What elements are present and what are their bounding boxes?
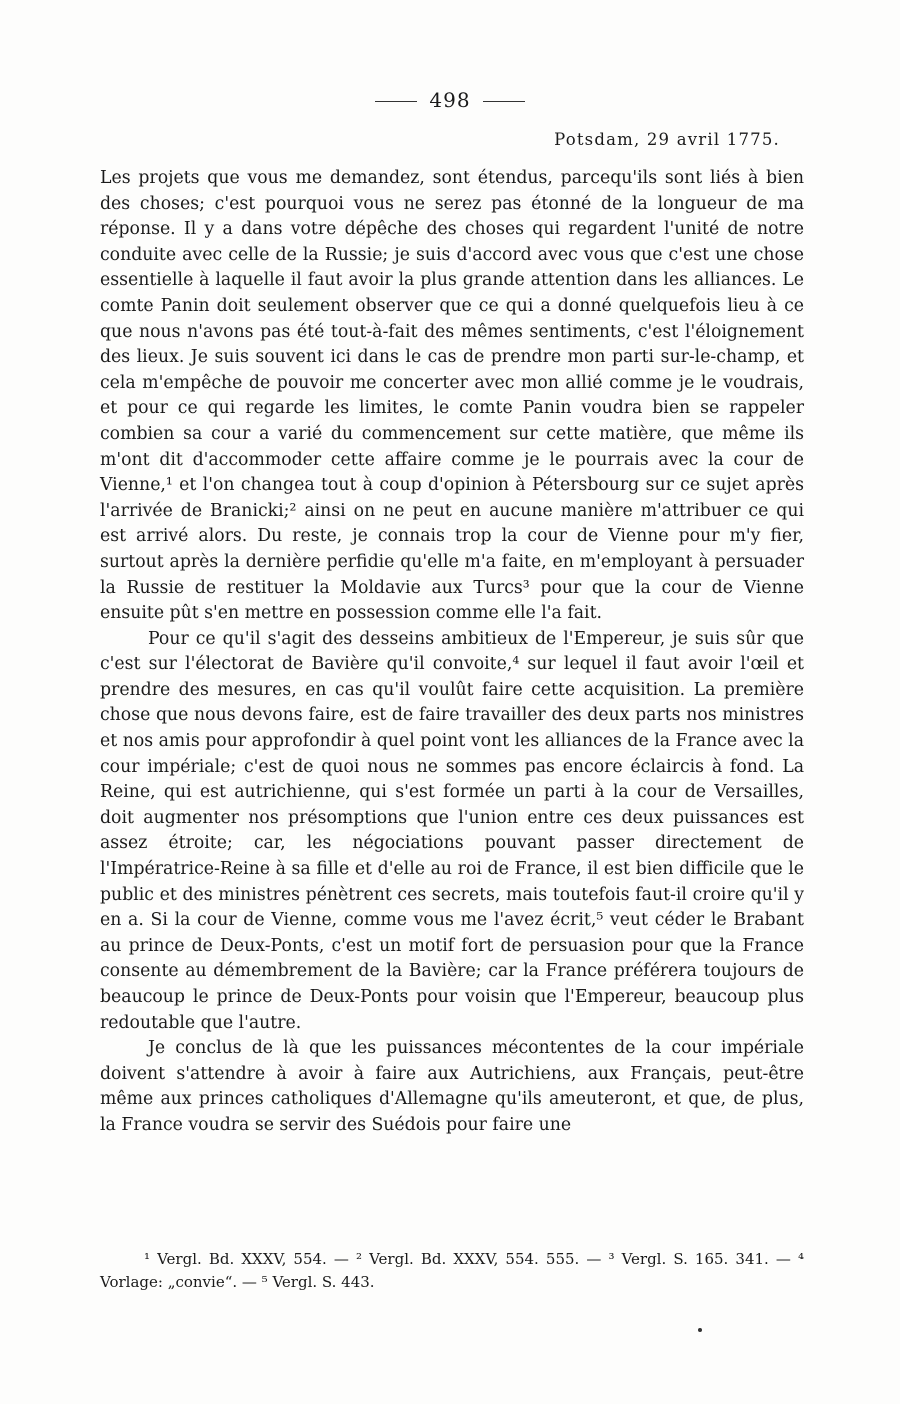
page-number-header <box>0 88 900 112</box>
dateline: Potsdam, 29 avril 1775. <box>554 130 780 149</box>
right-rule <box>483 101 525 102</box>
paragraph-3: Je conclus de là que les puissances mécontentes de la cour impériale doivent s'attendre à avoir à faire aux Autrichiens, aux Français, peut-être même aux princes catholiques d'Allemagne qu'ils ameuteront, et que, de plus, la France voudra se servir des Suédois pour faire une <box>100 1038 804 1135</box>
footnote-text: ¹ Vergl. Bd. XXXV, 554. — ² Vergl. Bd. XXXV, 554. 555. — ³ Vergl. S. 165. 341. — ⁴ Vorlage: „convie“. — ⁵ Vergl. S. 443. <box>100 1250 804 1291</box>
page-number: 498 <box>429 88 471 112</box>
left-rule <box>375 101 417 102</box>
letter-body <box>100 166 804 1139</box>
footnotes <box>100 1248 804 1294</box>
print-speck <box>698 1328 702 1332</box>
paragraph-1: Les projets que vous me demandez, sont étendus, parcequ'ils sont liés à bien des choses; c'est pourquoi vous ne serez pas étonné de la longueur de ma réponse. Il y a dans votre dépêche des choses qui regardent l'unité de notre conduite avec celle de la Russie; je suis d'accord avec vous que c'est une chose essentielle à laquelle il faut avoir la plus grande attention dans les alliances. Le comte Panin doit seulement observer que ce qui a donné quelquefois lieu à ce que nous n'avons pas été tout-à-fait des mêmes sentiments, c'est l'éloignement des lieux. Je suis souvent ici dans le cas de prendre mon parti sur-le-champ, et cela m'empêche de pouvoir me concerter avec mon allié comme je le voudrais, et pour ce qui regarde les limites, le comte Panin voudra bien se rappeler combien sa cour a varié du commencement sur cette matière, que même ils m'ont dit d'accommoder cette affaire comme je le pourrais avec la cour de Vienne,¹ et l'on changea tout à coup d'opinion à Pétersbourg sur ce sujet après l'arrivée de Branicki;² ainsi on ne peut en aucune manière m'attribuer ce qui est arrivé alors. Du reste, je connais trop la cour de Vienne pour m'y fier, surtout après la dernière perfidie qu'elle m'a faite, en m'employant à persuader la Russie de restituer la Moldavie aux Turcs³ pour que la cour de Vienne ensuite pût s'en mettre en possession comme elle l'a fait. <box>100 168 804 624</box>
paragraph-2: Pour ce qu'il s'agit des desseins ambitieux de l'Empereur, je suis sûr que c'est sur l'électorat de Bavière qu'il convoite,⁴ sur lequel il faut avoir l'œil et prendre des mesures, en cas qu'il voulût faire cette acquisition. La première chose que nous devons faire, est de faire travailler des deux parts nos ministres et nos amis pour approfondir à quel point vont les alliances de la France avec la cour impériale; c'est de quoi nous ne sommes pas encore éclaircis à fond. La Reine, qui est autrichienne, qui s'est formée un parti à la cour de Versailles, doit augmenter nos présomptions que l'union entre ces deux puissances est assez étroite; car, les négociations pouvant passer directement de l'Impératrice-Reine à sa fille et d'elle au roi de France, il est bien difficile que le public et des ministres pénètrent ces secrets, mais toutefois faut-il croire qu'il y en a. Si la cour de Vienne, comme vous me l'avez écrit,⁵ veut céder le Brabant au prince de Deux-Ponts, c'est un motif fort de persuasion pour que la France consente au démembrement de la Bavière; car la France préférera toujours de beaucoup le prince de Deux-Ponts pour voisin que l'Empereur, beaucoup plus redoutable que l'autre. <box>100 628 804 1033</box>
